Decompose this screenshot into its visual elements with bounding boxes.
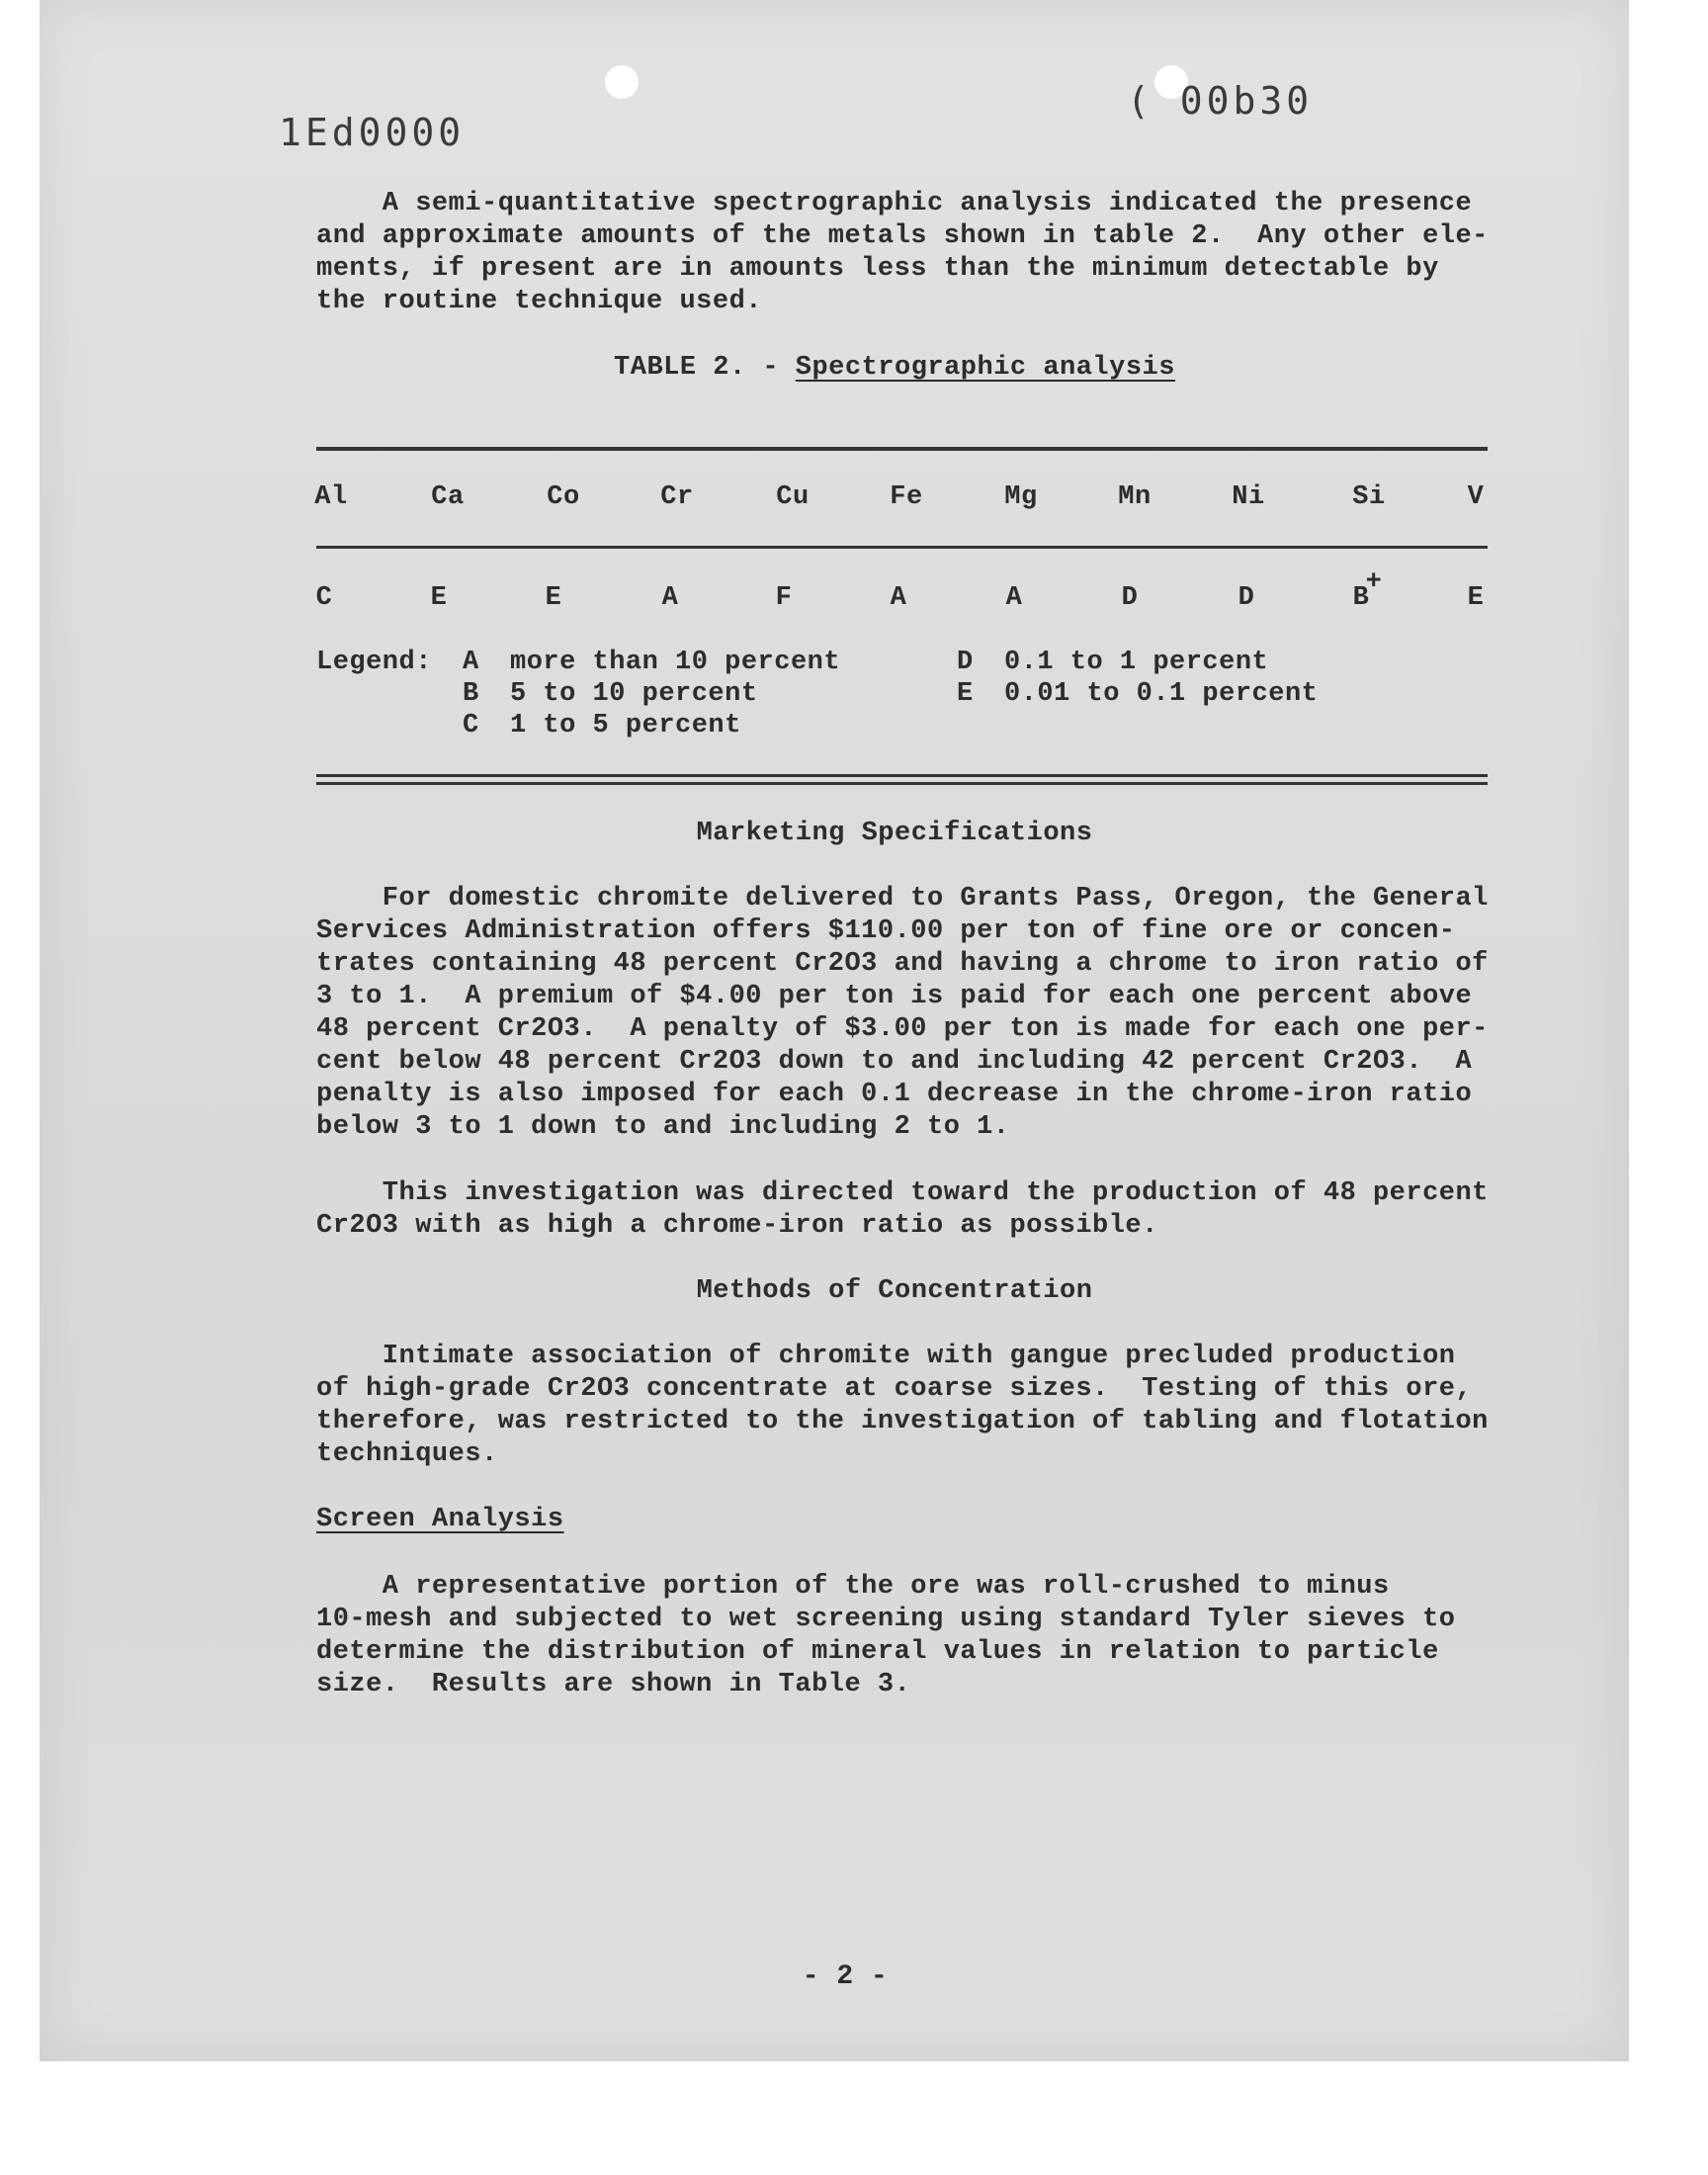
methods-line: therefore, was restricted to the investigation of tabling and flotation [316, 1407, 1489, 1436]
punch-hole-left [605, 65, 639, 99]
marketing-heading: Marketing Specifications [696, 819, 1093, 848]
document-number-right: ( 00b30 [1127, 79, 1314, 123]
screen-line: size. Results are shown in Table 3. [316, 1670, 911, 1699]
value-al: C [315, 583, 333, 613]
screen-line: 10-mesh and subjected to wet screening using standard Tyler sieves to [316, 1605, 1456, 1634]
legend-text-b: 5 to 10 percent [510, 679, 758, 709]
table-caption-title: Spectrographic analysis [795, 353, 1175, 383]
intro-line: and approximate amounts of the metals shown in table 2. Any other ele- [316, 221, 1489, 251]
legend-text-a: more than 10 percent [510, 648, 841, 677]
marketing-line: Services Administration offers $110.00 per ton of fine ore or concen- [316, 916, 1456, 946]
table-bottom-rule-2 [316, 782, 1488, 785]
marketing-line: below 3 to 1 down to and including 2 to 1. [316, 1112, 1010, 1142]
header-co: Co [547, 482, 580, 512]
methods-line: of high-grade Cr2O3 concentrate at coarse sizes. Testing of this ore, [316, 1374, 1473, 1404]
intro-line: ments, if present are in amounts less than the minimum detectable by [316, 254, 1439, 284]
legend-label: Legend: [316, 648, 432, 677]
value-co: E [545, 583, 562, 613]
header-si: Si [1352, 482, 1386, 512]
table-top-rule [316, 447, 1488, 451]
header-ni: Ni [1232, 482, 1265, 512]
legend-text-d: 0.1 to 1 percent [1004, 648, 1269, 677]
intro-line: A semi-quantitative spectrographic analysis indicated the presence [316, 189, 1473, 218]
methods-line: techniques. [316, 1439, 498, 1469]
header-cr: Cr [660, 482, 694, 512]
marketing-line: 3 to 1. A premium of $4.00 per ton is paid for each one percent above [316, 982, 1473, 1011]
value-cr: A [661, 583, 679, 613]
legend-code-a: A [463, 648, 479, 677]
value-ca: E [430, 583, 448, 613]
intro-line: the routine technique used. [316, 287, 762, 316]
header-v: V [1467, 482, 1485, 512]
methods-heading: Methods of Concentration [696, 1276, 1093, 1306]
marketing-line: cent below 48 percent Cr2O3 down to and including 42 percent Cr2O3. A [316, 1047, 1473, 1077]
value-si-plus-mark: + [1365, 567, 1383, 597]
screen-line: A representative portion of the ore was roll-crushed to minus [316, 1572, 1390, 1602]
legend-code-e: E [957, 679, 974, 709]
legend-text-e: 0.01 to 0.1 percent [1004, 679, 1319, 709]
header-ca: Ca [431, 482, 465, 512]
legend-code-c: C [463, 711, 479, 740]
document-number-left: 1Ed0000 [279, 111, 466, 154]
marketing-line: penalty is also imposed for each 0.1 decrease in the chrome-iron ratio [316, 1080, 1473, 1109]
screen-analysis-heading: Screen Analysis [316, 1505, 564, 1534]
value-v: E [1467, 583, 1485, 613]
table-caption-prefix: TABLE 2. - [614, 353, 796, 383]
legend-code-b: B [463, 679, 479, 709]
marketing-line: Cr2O3 with as high a chrome-iron ratio as possible. [316, 1211, 1158, 1241]
value-mg: A [1005, 583, 1023, 613]
screen-line: determine the distribution of mineral values in relation to particle [316, 1637, 1439, 1667]
header-cu: Cu [776, 482, 810, 512]
header-fe: Fe [890, 482, 923, 512]
header-al: Al [314, 482, 348, 512]
marketing-line: This investigation was directed toward the production of 48 percent [316, 1178, 1489, 1208]
value-mn: D [1121, 583, 1139, 613]
table-caption [316, 353, 1473, 383]
header-mn: Mn [1118, 482, 1152, 512]
value-ni: D [1238, 583, 1255, 613]
marketing-line: For domestic chromite delivered to Grants Pass, Oregon, the General [316, 884, 1489, 914]
legend-text-c: 1 to 5 percent [510, 711, 741, 740]
value-cu: F [775, 583, 793, 613]
header-mg: Mg [1004, 482, 1038, 512]
value-fe: A [890, 583, 907, 613]
page-number: - 2 - [802, 1961, 889, 1992]
marketing-line: trates containing 48 percent Cr2O3 and having a chrome to iron ratio of [316, 949, 1489, 979]
marketing-line: 48 percent Cr2O3. A penalty of $3.00 per ton is made for each one per- [316, 1014, 1489, 1044]
table-bottom-rule-1 [316, 774, 1488, 777]
methods-line: Intimate association of chromite with gangue precluded production [316, 1342, 1456, 1371]
legend-code-d: D [957, 648, 974, 677]
table-header-rule [316, 546, 1488, 549]
value-si: B [1352, 583, 1370, 613]
